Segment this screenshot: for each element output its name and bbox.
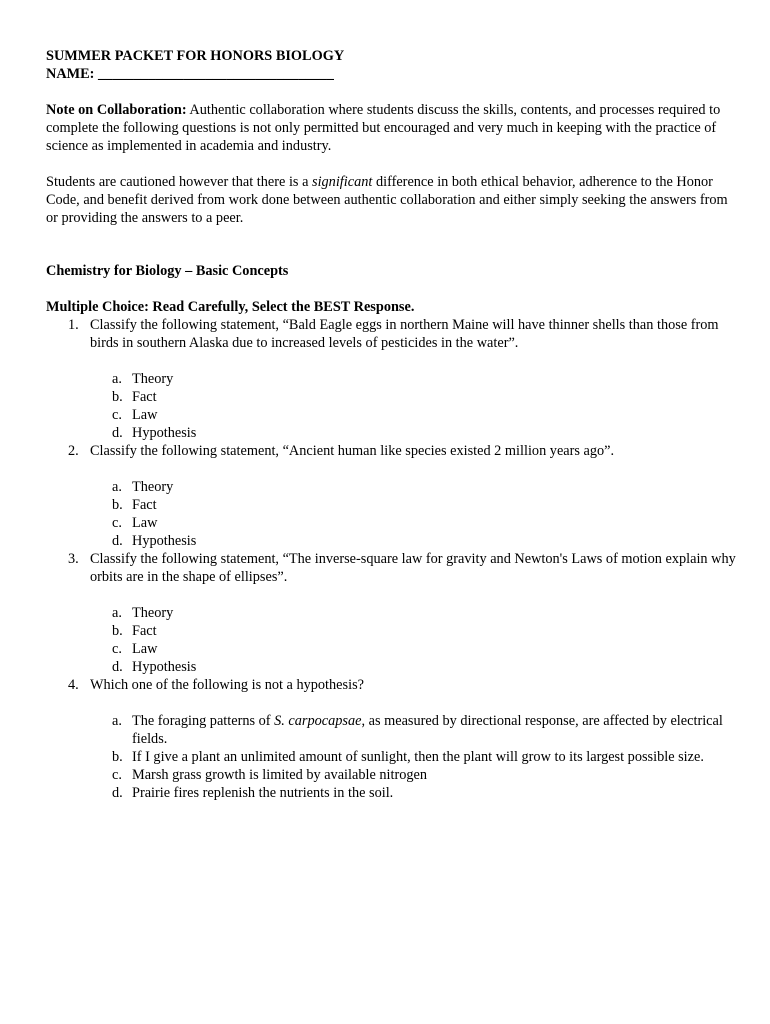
name-label: NAME: [46, 66, 95, 82]
option-text: Hypothesis [132, 533, 197, 549]
option-item [46, 514, 736, 532]
caution-after: difference in both ethical behavior, adherence to the Honor Code, and benefit derived from work done between authentic collaboration and either simply seeking the answers from or providing the answers to a peer. [46, 174, 728, 226]
option-item [46, 388, 736, 406]
question-3 [46, 550, 736, 586]
option-letter: c. [112, 407, 122, 423]
question-2 [46, 442, 736, 460]
option-letter: b. [112, 623, 123, 639]
question-1 [46, 316, 736, 352]
species-name: S. carpocapsae [274, 713, 362, 729]
option-text: Fact [132, 623, 157, 639]
option-text: Law [132, 407, 158, 423]
option-letter: a. [112, 605, 122, 621]
options-list [46, 370, 736, 442]
question-text: Classify the following statement, “Bald Eagle eggs in northern Maine will have thinner shells than those from birds in southern Alaska due to increased levels of pesticides in the water”. [90, 317, 719, 351]
option-text: Law [132, 641, 158, 657]
question-text: Classify the following statement, “The inverse-square law for gravity and Newton's Laws of motion explain why orbits are in the shape of ellipses”. [90, 551, 736, 585]
option-item [46, 496, 736, 514]
option-item [46, 424, 736, 442]
option-letter: a. [112, 479, 122, 495]
name-line [46, 65, 736, 83]
option-text-before: The foraging patterns of [132, 713, 275, 729]
option-item [46, 604, 736, 622]
option-letter: b. [112, 389, 123, 405]
collaboration-note [46, 101, 736, 155]
caution-before: Students are cautioned however that there is a [46, 174, 312, 190]
option-item [46, 532, 736, 550]
option-item [46, 784, 736, 802]
question-4 [46, 676, 736, 694]
question-number: 1. [68, 317, 79, 333]
option-item [46, 658, 736, 676]
collaboration-label: Note on Collaboration: [46, 102, 187, 118]
option-text: Theory [132, 479, 174, 495]
option-item [46, 478, 736, 496]
option-text: Theory [132, 371, 174, 387]
option-item [46, 766, 736, 784]
question-text: Which one of the following is not a hypothesis? [90, 677, 364, 693]
option-text: Fact [132, 389, 157, 405]
option-letter: d. [112, 533, 123, 549]
option-item [46, 622, 736, 640]
option-letter: c. [112, 767, 122, 783]
option-text: Theory [132, 605, 174, 621]
option-letter: d. [112, 425, 123, 441]
options-list [46, 712, 736, 802]
option-letter: d. [112, 785, 123, 801]
document-page [46, 47, 736, 802]
option-letter: d. [112, 659, 123, 675]
option-text-after: , as measured by directional response, are affected by electrical fields. [132, 713, 723, 747]
instructions: Multiple Choice: Read Carefully, Select the BEST Response. [46, 299, 415, 315]
option-item [46, 406, 736, 424]
option-text: Hypothesis [132, 425, 197, 441]
option-text: Marsh grass growth is limited by available nitrogen [132, 767, 428, 783]
option-letter: a. [112, 713, 122, 729]
question-text: Classify the following statement, “Ancient human like species existed 2 million years ago”. [90, 443, 615, 459]
options-list [46, 478, 736, 550]
option-text: Law [132, 515, 158, 531]
option-letter: c. [112, 515, 122, 531]
packet-title: SUMMER PACKET FOR HONORS BIOLOGY [46, 48, 345, 64]
question-number: 4. [68, 677, 79, 693]
option-text: Fact [132, 497, 157, 513]
section-title: Chemistry for Biology – Basic Concepts [46, 263, 289, 279]
option-item [46, 370, 736, 388]
option-letter: c. [112, 641, 122, 657]
question-number: 2. [68, 443, 79, 459]
option-item [46, 748, 736, 766]
option-letter: b. [112, 749, 123, 765]
option-text: If I give a plant an unlimited amount of sunlight, then the plant will grow to its largest possible size. [132, 749, 704, 765]
options-list [46, 604, 736, 676]
collaboration-text: Authentic collaboration where students discuss the skills, contents, and processes required to complete the following questions is not only permitted but encouraged and very much in keeping with the practice of science as implemented in academia and industry. [46, 102, 721, 154]
caution-note [46, 173, 736, 227]
option-letter: a. [112, 371, 122, 387]
option-text: Prairie fires replenish the nutrients in the soil. [132, 785, 394, 801]
question-number: 3. [68, 551, 79, 567]
option-item [46, 640, 736, 658]
option-text: Hypothesis [132, 659, 197, 675]
option-item [46, 712, 736, 748]
name-blank: _________________________________ [98, 66, 334, 82]
caution-emphasis: significant [312, 174, 373, 190]
option-letter: b. [112, 497, 123, 513]
